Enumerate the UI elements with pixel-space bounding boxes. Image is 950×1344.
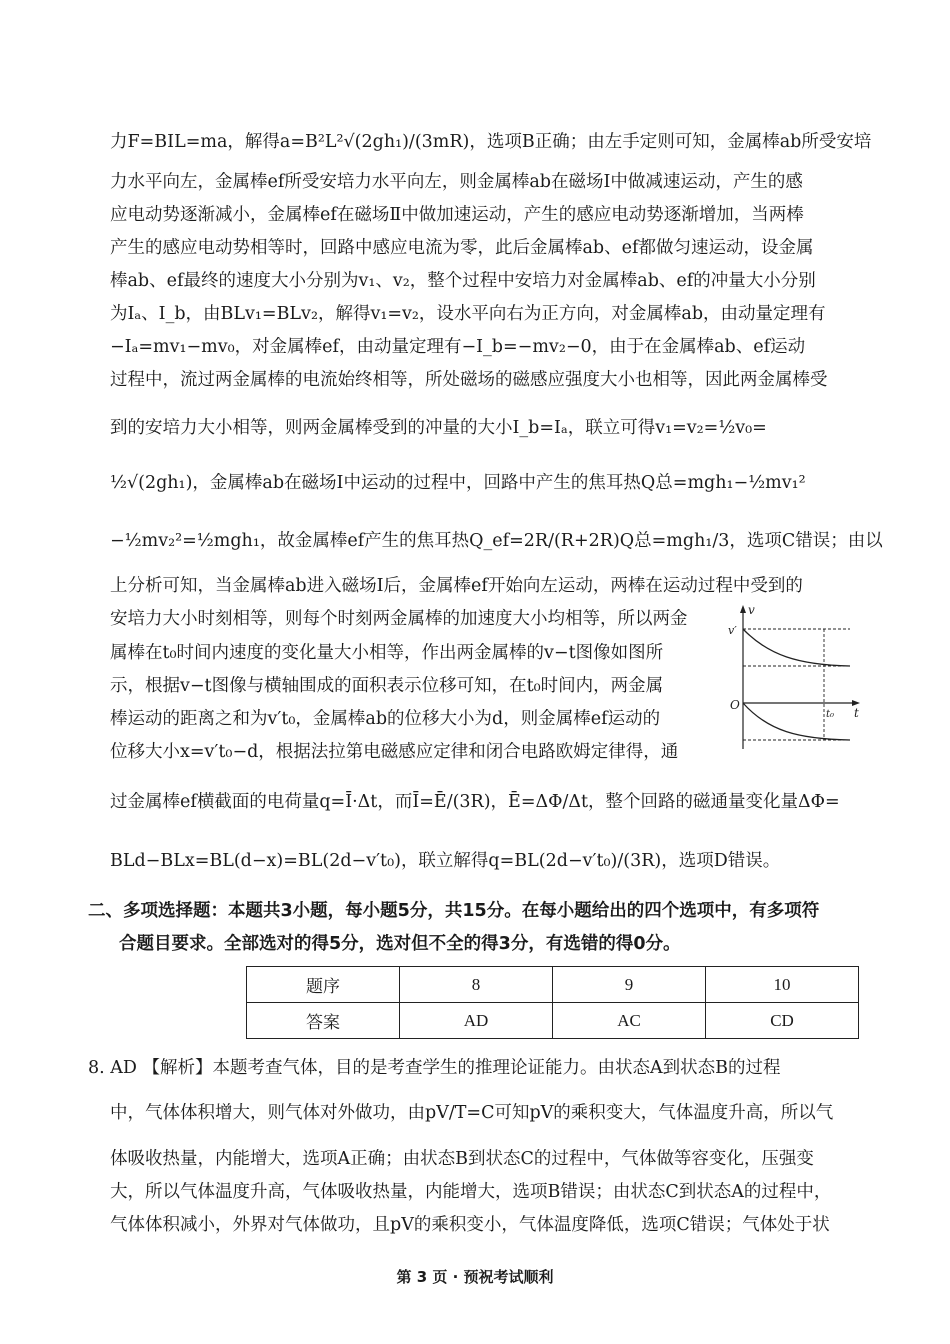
text-line: 力水平向左，金属棒ef所受安培力水平向左，则金属棒ab在磁场Ⅰ中做减速运动，产生的感 (110, 172, 803, 192)
t0-label: t₀ (826, 709, 835, 720)
text-line: 应电动势逐渐减小，金属棒ef在磁场Ⅱ中做加速运动，产生的感应电动势逐渐增加，当两棒 (110, 205, 804, 225)
vprime-label: v′ (728, 624, 737, 637)
ab-velocity-curve (743, 629, 850, 666)
t-axis-label: t (854, 706, 859, 720)
q8-line: 大，所以气体温度升高，气体吸收热量，内能增大，选项B错误；由状态C到状态A的过程中， (110, 1182, 832, 1202)
text-line: 上分析可知，当金属棒ab进入磁场Ⅰ后，金属棒ef开始向左运动，两棒在运动过程中受到的 (110, 576, 803, 596)
q8-line: 8. AD 【解析】本题考查气体，目的是考查学生的推理论证能力。由状态A到状态B的过程 (88, 1058, 781, 1078)
text-line: 示，根据v−t图像与横轴围成的面积表示位移可知，在t₀时间内，两金属 (110, 676, 664, 696)
table-cell: AD (400, 1003, 553, 1039)
table-cell: 9 (553, 967, 706, 1003)
text-line: 产生的感应电动势相等时，回路中感应电流为零，此后金属棒ab、ef都做匀速运动，设金属 (110, 238, 814, 258)
page-footer: 第 3 页 · 预祝考试顺利 (396, 1268, 554, 1286)
q8-line: 中，气体体积增大，则气体对外做功，由pV/T=C可知pV的乘积变大，气体温度升高，所以气 (110, 1103, 834, 1123)
text-line: BLd−BLx=BL(d−x)=BL(2d−v′t₀)，联立解得q=BL(2d−v′t₀)/(3R)，选项D错误。 (110, 851, 781, 871)
text-line: 到的安培力大小相等，则两金属棒受到的冲量的大小I_b=Iₐ，联立可得v₁=v₂=½v₀= (110, 418, 767, 438)
table-cell: AC (553, 1003, 706, 1039)
table-row (247, 967, 859, 1003)
q8-line: 体吸收热量，内能增大，选项A正确；由状态B到状态C的过程中，气体做等容变化，压强变 (110, 1149, 814, 1169)
section-heading: 二、多项选择题：本题共3小题，每小题5分，共15分。在每小题给出的四个选项中，有多项符 (88, 901, 820, 921)
table-cell: 8 (400, 967, 553, 1003)
text-line: 力F=BIL=ma，解得a=B²L²√(2gh₁)/(3mR)，选项B正确；由左手定则可知，金属棒ab所受安培 (110, 132, 872, 152)
text-line: 属棒在t₀时间内速度的变化量大小相等，作出两金属棒的v−t图像如图所 (110, 643, 664, 663)
table-cell: 答案 (247, 1003, 400, 1039)
text-line: 过金属棒ef横截面的电荷量q=Ī·Δt，而Ī=Ē/(3R)，Ē=ΔΦ/Δt，整个回路的磁通量变化量ΔΦ= (110, 792, 840, 812)
text-line: −½mv₂²=½mgh₁，故金属棒ef产生的焦耳热Q_ef=2R/(R+2R)Q总=mgh₁/3，选项C错误；由以 (110, 531, 883, 551)
v-axis-arrow (740, 605, 746, 613)
text-line: ½√(2gh₁)，金属棒ab在磁场Ⅰ中运动的过程中，回路中产生的焦耳热Q总=mgh₁−½mv₁² (110, 473, 806, 493)
text-line: 棒运动的距离之和为v′t₀，金属棒ab的位移大小为d，则金属棒ef运动的 (110, 709, 661, 729)
text-line: 安培力大小时刻相等，则每个时刻两金属棒的加速度大小均相等，所以两金 (110, 609, 688, 629)
v-axis-label: v (748, 603, 755, 617)
origin-label: O (730, 698, 740, 712)
table-row (247, 1003, 859, 1039)
section-heading-cont: 合题目要求。全部选对的得5分，选对但不全的得3分，有选错的得0分。 (119, 934, 681, 954)
v-t-graph (728, 603, 864, 751)
table-cell: CD (706, 1003, 859, 1039)
table-cell: 题序 (247, 967, 400, 1003)
table-cell: 10 (706, 967, 859, 1003)
answer-table (246, 966, 859, 1039)
text-line: 棒ab、ef最终的速度大小分别为v₁、v₂，整个过程中安培力对金属棒ab、ef的冲量大小分别 (110, 271, 816, 291)
text-line: 位移大小x=v′t₀−d，根据法拉第电磁感应定律和闭合电路欧姆定律得，通 (110, 742, 679, 762)
text-line: 为Iₐ、I_b，由BLv₁=BLv₂，解得v₁=v₂，设水平向右为正方向，对金属棒ab，由动量定理有 (110, 304, 826, 324)
text-line: 过程中，流过两金属棒的电流始终相等，所处磁场的磁感应强度大小也相等，因此两金属棒受 (110, 370, 828, 390)
q8-line: 气体体积减小，外界对气体做功，且pV的乘积变小，气体温度降低，选项C错误；气体处于状 (110, 1215, 830, 1235)
text-line: −Iₐ=mv₁−mv₀，对金属棒ef，由动量定理有−I_b=−mv₂−0，由于在金属棒ab、ef运动 (110, 337, 806, 357)
